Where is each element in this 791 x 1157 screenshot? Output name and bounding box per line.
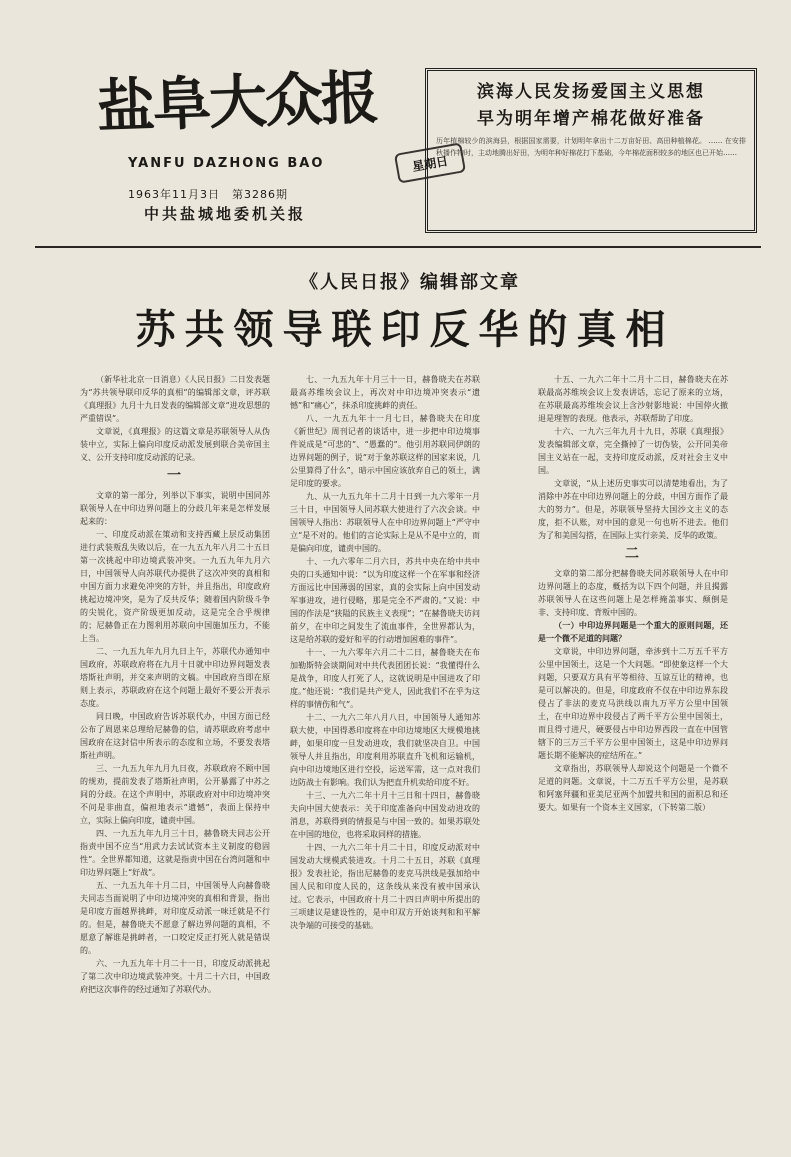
column-paragraph: 二、一九五九年九月九日上午，苏联代办通知中国政府，苏联政府将在九月十日就中印边界问题发表塔斯社声明，并交来声明的文稿。中国政府当即在原则上表示，苏联政府在这个问题上最好不要公开表示态度。 <box>80 647 270 708</box>
column-paragraph: 十二、一九六二年八月八日，中国领导人通知苏联大使，中国得悉印度将在中印边境地区大规模地挑衅，如果印度一旦发动进攻，我们就坚决自卫。中国领导人并且指出，印度利用苏联直升飞机和运输机，向中印边境地区进行空投，运送军需，这一点对我们边防战士有影响。我们认为把直升机卖给印度不好。 <box>290 713 480 787</box>
column-paragraph: 九、从一九五九年十二月十日到一九六零年一月三十日，中国领导人同苏联大使进行了六次会谈。中国领导人指出：苏联领导人在中印边界问题上“严守中立”是不对的。他们的言论实际上是从不是中立的，而是偏向印度，谴责中国的。 <box>290 492 480 553</box>
column-paragraph: 文章说，“从上述历史事实可以清楚地看出，为了消除中苏在中印边界问题上的分歧，中国方面作了最大的努力”。但是，苏联领导坚持大国沙文主义的态度，拒不认账，对中国的意见一句也听不进去。他们为了和美国勾搭，在国际上实行亲美、反华的政策。 <box>538 479 728 540</box>
column-paragraph: 十六、一九六三年九月十九日，苏联《真理报》发表编辑部文章，完全撕掉了一切伪装，公开同美帝国主义站在一起，支持印度反动派，反对社会主义中国。 <box>538 427 728 475</box>
article-column-2 <box>290 373 480 1113</box>
column-paragraph: 十、一九六零年二月六日，苏共中央在给中共中央的口头通知中说：“以为印度这样一个在军事和经济方面远比中国薄弱的国家，真的会实际上向中国发动军事进攻，进行侵略，那是完全不严肃的。”又说：中国的作法是“狭隘的民族主义表现”；“在赫鲁晓夫访问前夕，在中印之间发生了流血事件，全世界都认为，这是给苏联的爱好和平的行动增加困难的事件”。 <box>290 557 480 644</box>
column-paragraph: 十四、一九六二年十月二十日，印度反动派对中国发动大规模武装进攻。十月二十五日，苏联《真理报》发表社论，指出尼赫鲁的麦克马洪线是强加给中国人民和印度人民的，这条线从来没有被中国承认过。它表示，中国政府十月二十四日声明中所提出的三项建议是建设性的，是中印双方开始谈判和和平解决争端的可接受的基础。 <box>290 843 480 930</box>
column-paragraph: 三、一九五九年九月九日夜，苏联政府不顾中国的规劝，提前发表了塔斯社声明，公开暴露了中苏之间的分歧。在这个声明中，苏联政府对中印边境冲突不问是非曲直，偏袒地表示“遗憾”，表面上保持中立，实际上偏向印度，谴责中国。 <box>80 764 270 825</box>
column-paragraph: 同日晚，中国政府告诉苏联代办，中国方面已经公布了周恩来总理给尼赫鲁的信，请苏联政府考虑中国政府在这封信中所表示的态度和立场，不要发表塔斯社声明。 <box>80 712 270 760</box>
ear-headline-2: 早为明年增产棉花做好准备 <box>477 109 705 129</box>
masthead-title: 盐阜大众报 <box>95 63 379 141</box>
section-heading-1: 一 <box>167 468 183 484</box>
column-paragraph: 六、一九五九年十月二十一日，印度反动派挑起了第二次中印边境武装冲突。十月二十六日，中国政府把这次事件的经过通知了苏联代办。 <box>80 959 270 994</box>
masthead-divider <box>35 246 761 248</box>
masthead <box>95 63 450 178</box>
column-paragraph: 八、一九五九年十一月七日，赫鲁晓夫在印度《新世纪》周刊记者的谈话中，进一步把中印边境事件说成是“可悲的”、“愚蠢的”。他引用苏联同伊朗的边界问题的例子，说“对于象苏联这样的国家来说，几公里算得了什么”，暗示中国应该放弃自己的领土，满足印度的要求。 <box>290 414 480 488</box>
column-paragraph: 文章指出，苏联领导人却说这个问题是一个微不足道的问题。文章说，十二万五千平方公里，是苏联和阿塞拜疆和亚美尼亚两个加盟共和国的面积总和还要大。如果有一个资本主义国家，（下转第二版） <box>538 764 728 812</box>
article-headline: 苏共领导联印反华的真相 <box>135 306 675 353</box>
column-paragraph: 十五、一九六二年十二月十二日，赫鲁晓夫在苏联最高苏维埃会议上发表讲话，忘记了原来的立场，在苏联最高苏维埃会议上含沙射影地说：中国停火撤退是理智的表现。他表示，苏联帮助了印度。 <box>538 375 728 423</box>
column-paragraph: 文章的第一部分，列举以下事实，说明中国同苏联领导人在中印边界问题上的分歧几年来是怎样发展起来的： <box>80 491 270 526</box>
column-paragraph: 文章说，中印边界问题，牵涉到十二万五千平方公里中国领土，这是一个大问题。“即使象这样一个大问题，只要双方具有平等相待、互谅互让的精神，也是可以解决的。但是，印度政府不仅在中印边界东段侵占了非法的麦克马洪线以南九万平方公里中国领土，在中印边界中段侵占了两千平方公里中国领土，而且得寸进尺，硬要侵占中印边界西段一直在中国管辖下的三万三千平方公里中国领土，这是中印边界问题长期不能解决的症结所在。” <box>538 647 728 760</box>
publisher-line: 中共盐城地委机关报 <box>144 205 307 223</box>
column-paragraph: 五、一九五九年十月二日，中国领导人向赫鲁晓夫同志当面说明了中印边境冲突的真相和背景，指出是印度方面越界挑衅，对印度反动派一味迁就是不行的。但是，赫鲁晓夫不愿意了解边界问题的真相，不愿意了解谁是挑衅者，一口咬定反正打死人就是错误的。 <box>80 881 270 955</box>
article-column-3 <box>538 373 728 1123</box>
column-paragraph: 十一、一九六零年六月二十二日，赫鲁晓夫在布加勒斯特会谈期间对中共代表团团长说：“我懂得什么是战争，印度人打死了人，这就说明是中国进攻了印度。”他还说：“我们是共产党人，因此我们不在乎为这样的事情伤和气”。 <box>290 648 480 709</box>
archive-stamp: 星期日 <box>394 142 466 183</box>
article-supra-title: 《人民日报》编辑部文章 <box>300 272 520 293</box>
masthead-pinyin: YANFU DAZHONG BAO <box>128 156 325 171</box>
ear-headline-1: 滨海人民发扬爱国主义思想 <box>477 82 705 102</box>
column-paragraph: 文章说，《真理报》的这篇文章是苏联领导人从伪装中立，实际上偏向印度反动派发展到联合美帝国主义、公开支持印度反动派的记录。 <box>80 427 270 462</box>
column-paragraph: 十三、一九六二年十月十三日和十四日，赫鲁晓夫向中国大使表示：关于印度准备向中国发动进攻的消息，苏联得到的情报是与中国一致的。如果苏联处在中国的地位，也将采取同样的措施。 <box>290 791 480 839</box>
column-paragraph: 文章的第二部分把赫鲁晓夫同苏联领导人在中印边界问题上的态度，概括为以下四个问题，并且揭露苏联领导人在这些问题上是怎样掩盖事实、颠倒是非、支持印度、背叛中国的。 <box>538 569 728 617</box>
column-paragraph: （一）中印边界问题是一个重大的原则问题，还是一个微不足道的问题？ <box>538 620 728 643</box>
column-paragraph: （新华社北京一日消息）《人民日报》二日发表题为“苏共领导联印反华的真相”的编辑部文章，评苏联《真理报》九月十九日发表的编辑部文章“进攻思想的严重错误”。 <box>80 375 270 423</box>
article-column-1 <box>80 373 270 1098</box>
ear-news-box <box>425 68 757 233</box>
column-paragraph: 一、印度反动派在策动和支持西藏上层反动集团进行武装叛乱失败以后，在一九五九年八月二十五日第一次挑起中印边境武装冲突。一九五九年九月六日，中国领导人向苏联代办提供了这次冲突的真相和中国方面力求避免冲突的方针，并且指出，印度政府挑起边境冲突，是为了反共反华；随着国内阶级斗争的尖锐化，资产阶级更加反动，这是完全合乎规律的；尼赫鲁正在力图利用苏联向中国施加压力，不能上当。 <box>80 530 270 643</box>
issue-date-line: 1963年11月3日 第3286期 <box>128 188 288 201</box>
ear-body-text: 历年植棉较少的滨海县，根据国家需要，计划明年拿出十二万亩好田、高田种植棉花。 …… 在安排秋播作物时，主动地腾出好田，为明年种好棉花打下基础，今年棉花面积较多的地区也已开始…… <box>436 137 746 157</box>
column-paragraph: 七、一九五九年十月三十一日，赫鲁晓夫在苏联最高苏维埃会议上，再次对中印边境冲突表示“遗憾”和“痛心”，抹杀印度挑衅的责任。 <box>290 375 480 410</box>
column-paragraph: 四、一九五九年九月三十日，赫鲁晓夫同志公开指责中国不应当“用武力去试试资本主义制度的稳固性”。全世界都知道，这就是指责中国在台湾问题和中印边界问题上“好战”。 <box>80 829 270 877</box>
section-heading-2: 二 <box>625 546 641 562</box>
